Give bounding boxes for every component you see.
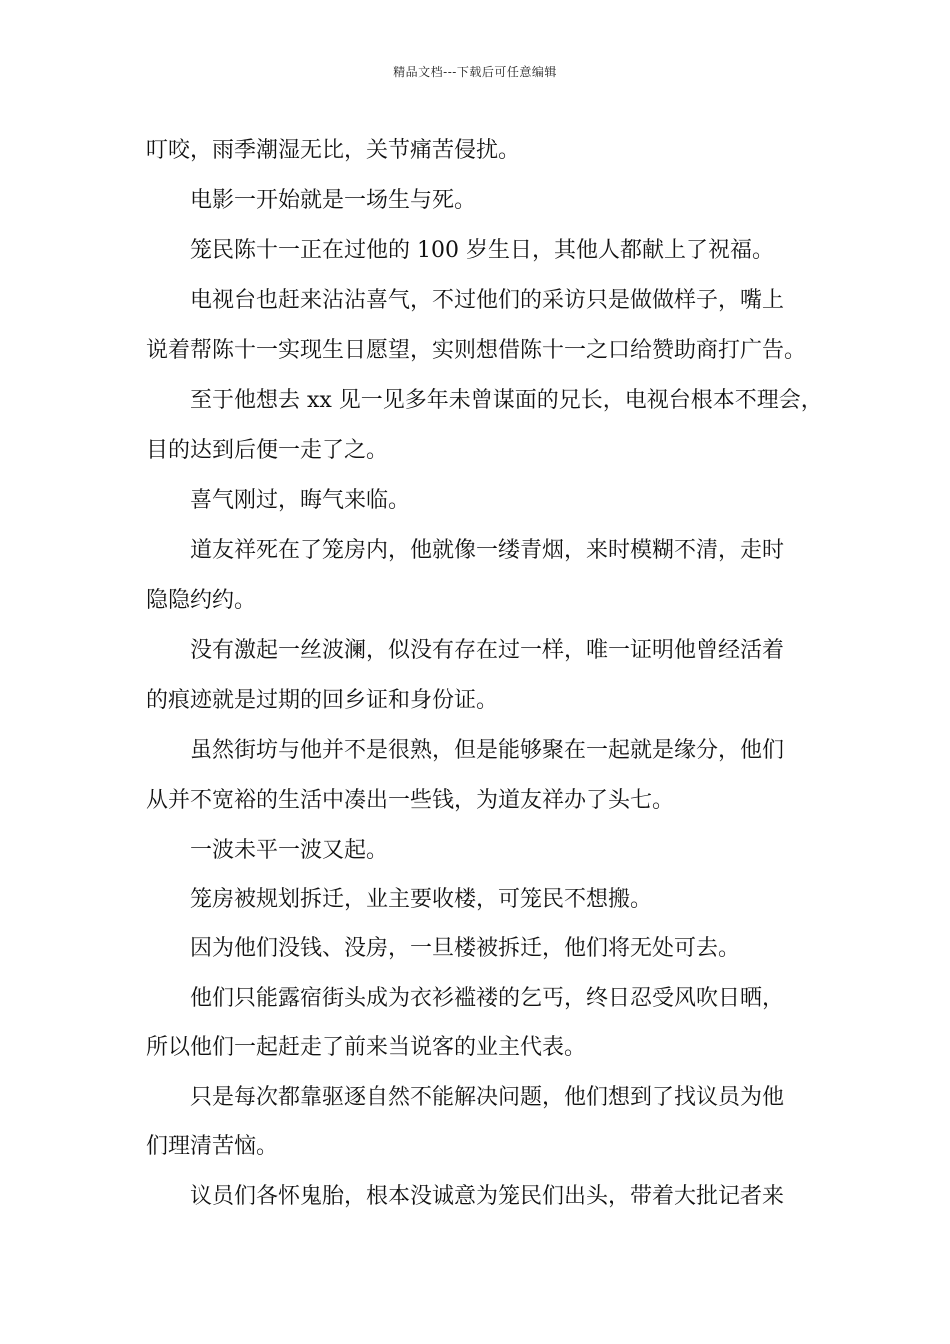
text-line: 道友祥死在了笼房内，他就像一缕青烟，来时模糊不清，走时 bbox=[190, 538, 785, 563]
text-line: 一波未平一波又起。 bbox=[190, 838, 389, 863]
text-line: 隐隐约约。 bbox=[146, 588, 257, 613]
text-line: 喜气刚过，晦气来临。 bbox=[190, 488, 411, 513]
text-line: 电视台也赶来沾沾喜气，不过他们的采访只是做做样子，嘴上 bbox=[190, 288, 785, 313]
text-line: 的痕迹就是过期的回乡证和身份证。 bbox=[146, 688, 499, 713]
text-line: 目的达到后便一走了之。 bbox=[146, 438, 389, 463]
text-line: 叮咬，雨季潮湿无比，关节痛苦侵扰。 bbox=[146, 138, 521, 163]
text-line: 电影一开始就是一场生与死。 bbox=[190, 188, 477, 213]
text-line: 从并不宽裕的生活中凑出一些钱，为道友祥办了头七。 bbox=[146, 788, 675, 813]
page-header: 精品文档---下载后可任意编辑 bbox=[393, 65, 557, 79]
text-line: 虽然街坊与他并不是很熟，但是能够聚在一起就是缘分，他们 bbox=[190, 738, 785, 763]
text-line: 议员们各怀鬼胎，根本没诚意为笼民们出头，带着大批记者来 bbox=[190, 1184, 785, 1209]
text-line: 因为他们没钱、没房，一旦楼被拆迁，他们将无处可去。 bbox=[190, 936, 741, 961]
text-line: 他们只能露宿街头成为衣衫褴褛的乞丐，终日忍受风吹日晒， bbox=[190, 986, 785, 1011]
text-line: 说着帮陈十一实现生日愿望，实则想借陈十一之口给赞助商打广告。 bbox=[146, 338, 807, 363]
text-line: 只是每次都靠驱逐自然不能解决问题，他们想到了找议员为他 bbox=[190, 1085, 785, 1110]
text-line: 所以他们一起赶走了前来当说客的业主代表。 bbox=[146, 1035, 587, 1060]
text-line: 笼民陈十一正在过他的 100 岁生日，其他人都献上了祝福。 bbox=[190, 238, 774, 263]
text-line: 们理清苦恼。 bbox=[146, 1134, 279, 1159]
text-line: 至于他想去 xx 见一见多年未曾谋面的兄长，电视台根本不理会， bbox=[190, 388, 823, 413]
text-line: 笼房被规划拆迁，业主要收楼，可笼民不想搬。 bbox=[190, 887, 653, 912]
text-line: 没有激起一丝波澜，似没有存在过一样，唯一证明他曾经活着 bbox=[190, 638, 785, 663]
